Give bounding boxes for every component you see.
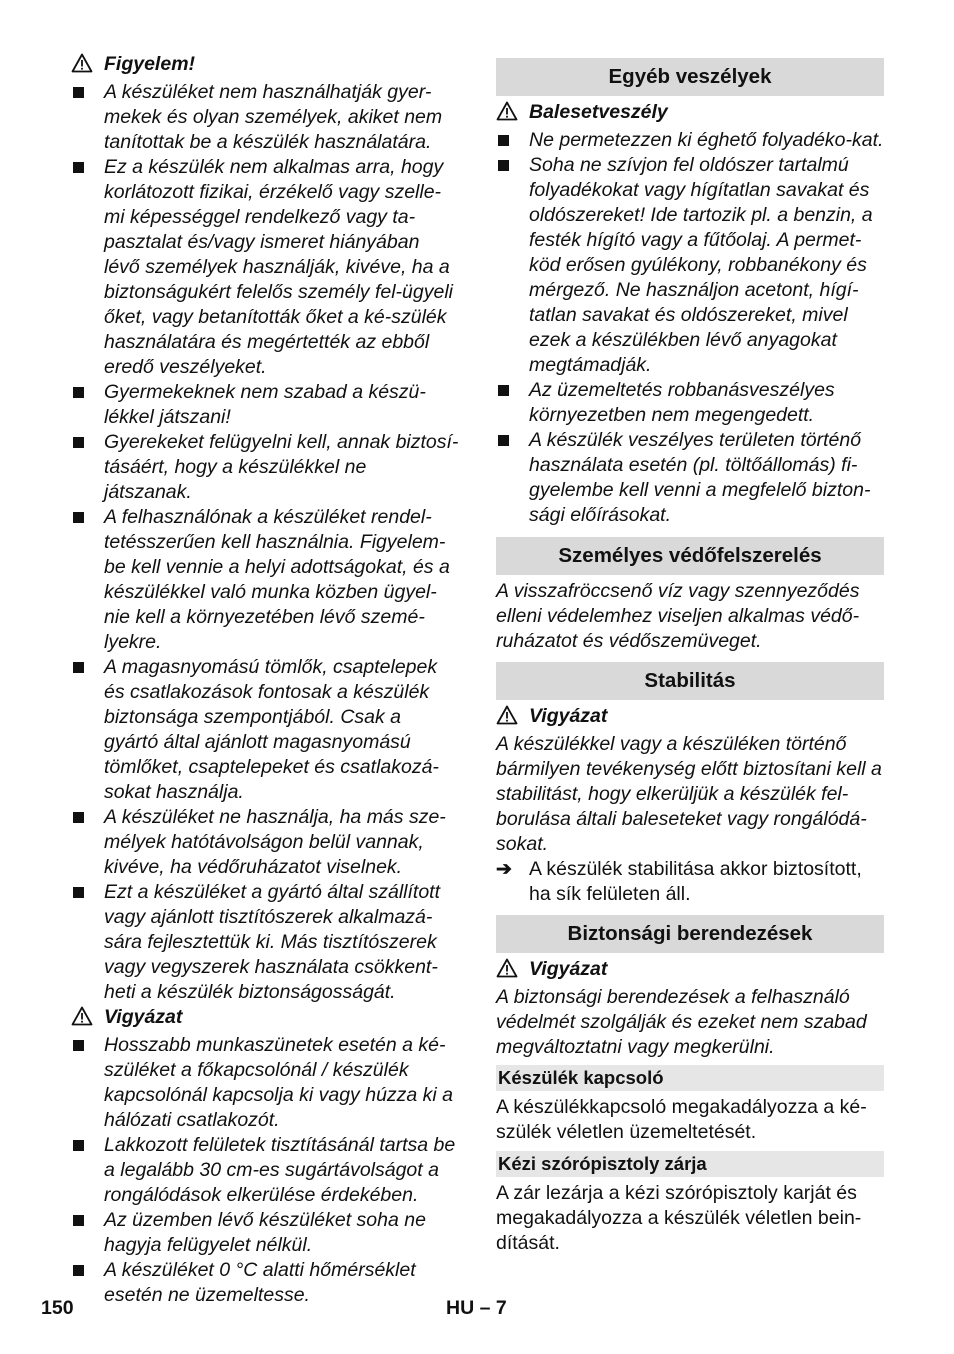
bullet-square-icon <box>71 430 104 455</box>
paragraph: A biztonsági berendezések a felhasználó védelmét szolgálják és ezeket nem szabad megváltoztatni vagy megkerülni. <box>496 986 867 1058</box>
warning-triangle-icon <box>496 100 529 128</box>
warning-label: Vigyázat <box>529 705 608 727</box>
list-item: Az üzemben lévő készüléket soha ne hagyja felügyelet nélkül. <box>71 1208 459 1258</box>
warning-balesetveszely <box>496 100 884 128</box>
bullet-square-icon <box>71 380 104 405</box>
warning-vigyazat <box>71 1005 459 1033</box>
list-item: Az üzemeltetés robbanásveszélyes környezetben nem megengedett. <box>496 378 884 428</box>
list-item: Ez a készülék nem alkalmas arra, hogy korlátozott fizikai, érzékelő vagy szelle-mi képességgel rendelkező vagy ta-pasztalat és/vagy ismeret hiányában lévő személyek használják, kivéve, ha a biztonságukért felelős személy fel-ügyeli őket, vagy betanították őket a ké-szülék használatára és megértették az ebből eredő veszélyeket. <box>71 155 459 380</box>
warning-triangle-icon <box>496 704 529 732</box>
section-heading-biztonsagi-berendezesek: Biztonsági berendezések <box>496 915 884 953</box>
warning-label: Vigyázat <box>104 1006 183 1028</box>
bullet-square-icon <box>496 153 529 178</box>
page-code: HU – 7 <box>446 1297 507 1319</box>
list-item: A készüléket 0 °C alatti hőmérséklet esetén ne üzemeltesse. <box>71 1258 459 1308</box>
page-number: 150 <box>41 1297 74 1319</box>
arrow-right-icon: ➔ <box>496 859 512 880</box>
warning-vigyazat <box>496 704 884 732</box>
list-item: Hosszabb munkaszünetek esetén a ké-szüléket a főkapcsolónál / készülék kapcsolónál kapcsolja ki vagy húzza ki a hálózati csatlakozót. <box>71 1033 459 1133</box>
paragraph: A készülékkapcsoló megakadályozza a ké-szülék véletlen üzemeltetését. <box>496 1096 867 1143</box>
bullet-square-icon <box>71 1033 104 1058</box>
list-item: A felhasználónak a készüléket rendel-tetésszerűen kell használnia. Figyelem-be kell vennie a helyi adottságokat, és a készülékkel való munka közben ügyel-nie kell a környezetében lévő szemé-lyekre. <box>71 505 459 655</box>
bullet-square-icon <box>71 880 104 905</box>
bullet-square-icon <box>496 378 529 403</box>
bullet-square-icon <box>71 805 104 830</box>
warning-vigyazat <box>496 957 884 985</box>
paragraph: A zár lezárja a kézi szórópisztoly karját és megakadályozza a készülék véletlen bein-dítását. <box>496 1182 862 1254</box>
left-column <box>71 52 459 1308</box>
warning-figyelem <box>71 52 459 80</box>
subheading-kezi-szoropisztoly-zarja: Kézi szórópisztoly zárja <box>496 1151 884 1177</box>
list-item: Gyermekeknek nem szabad a készü-lékkel játszani! <box>71 380 459 430</box>
section-heading-szemelyes-vedofelszereles: Személyes védőfelszerelés <box>496 537 884 575</box>
bullet-square-icon <box>71 1133 104 1158</box>
bullet-square-icon <box>71 1258 104 1283</box>
warning-label: Vigyázat <box>529 958 608 980</box>
paragraph: A készülékkel vagy a készüléken történő bármilyen tevékenység előtt biztosítani kell a stabilitást, hogy elkerüljük a készülék fel-borulása általi baleseteket vagy rongálódá-sokat. <box>496 733 882 855</box>
instruction-step: ➔ A készülék stabilitása akkor biztosított, ha sík felületen áll. <box>496 858 862 905</box>
bullet-square-icon <box>71 155 104 180</box>
list-item: Ne permetezzen ki éghető folyadéko-kat. <box>496 128 884 153</box>
list-item: Soha ne szívjon fel oldószer tartalmú folyadékokat vagy hígítatlan savakat és oldószereket! Ide tartozik pl. a benzin, a festék hígító vagy a fűtőolaj. A permet-köd erősen gyúlékony, robbanékony és mérgező. Ne használjon acetont, hígí-tatlan savakat és oldószereket, mivel ezek a készülékben lévő anyagokat megtámadják. <box>496 153 884 378</box>
bullet-square-icon <box>71 655 104 680</box>
warning-triangle-icon <box>71 52 104 80</box>
warning-label: Balesetveszély <box>529 101 668 123</box>
bullet-square-icon <box>496 428 529 453</box>
warning-triangle-icon <box>71 1005 104 1033</box>
warning-label: Figyelem! <box>104 53 196 75</box>
subheading-keszulek-kapcsolo: Készülék kapcsoló <box>496 1065 884 1091</box>
list-item: A készüléket nem használhatják gyer-mekek és olyan személyek, akiket nem tanítottak be a készülék használatára. <box>71 80 459 155</box>
paragraph: A visszafröccsenő víz vagy szennyeződés elleni védelemhez viseljen alkalmas védő-ruházatot és védőszemüveget. <box>496 580 860 652</box>
list-item: Ezt a készüléket a gyártó által szállított vagy ajánlott tisztítószerek alkalmazá-sára fejlesztettük ki. Más tisztítószerek vagy vegyszerek használata csökkent-heti a készülék biztonságosságát. <box>71 880 459 1005</box>
list-item: Gyerekeket felügyelni kell, annak biztosí-tásáért, hogy a készülékkel ne játszanak. <box>71 430 459 505</box>
list-item: A készülék veszélyes területen történő használata esetén (pl. töltőállomás) fi-gyelembe kell venni a megfelelő bizton-sági előírásokat. <box>496 428 884 528</box>
right-column <box>496 58 884 1256</box>
bullet-square-icon <box>71 1208 104 1233</box>
list-item: Lakkozott felületek tisztításánál tartsa be a legalább 30 cm-es sugártávolságot a rongálódások elkerülése érdekében. <box>71 1133 459 1208</box>
warning-triangle-icon <box>496 957 529 985</box>
bullet-square-icon <box>71 505 104 530</box>
list-item: A magasnyomású tömlők, csaptelepek és csatlakozások fontosak a készülék biztonsága szempontjából. Csak a gyártó által ajánlott magasnyomású tömlőket, csaptelepeket és csatlakozá-sokat használja. <box>71 655 459 805</box>
section-heading-egyeb-veszelyek: Egyéb veszélyek <box>496 58 884 96</box>
bullet-square-icon <box>496 128 529 153</box>
bullet-square-icon <box>71 80 104 105</box>
list-item: A készüléket ne használja, ha más sze-mélyek hatótávolságon belül vannak, kivéve, ha védőruházatot viselnek. <box>71 805 459 880</box>
section-heading-stabilitas: Stabilitás <box>496 662 884 700</box>
